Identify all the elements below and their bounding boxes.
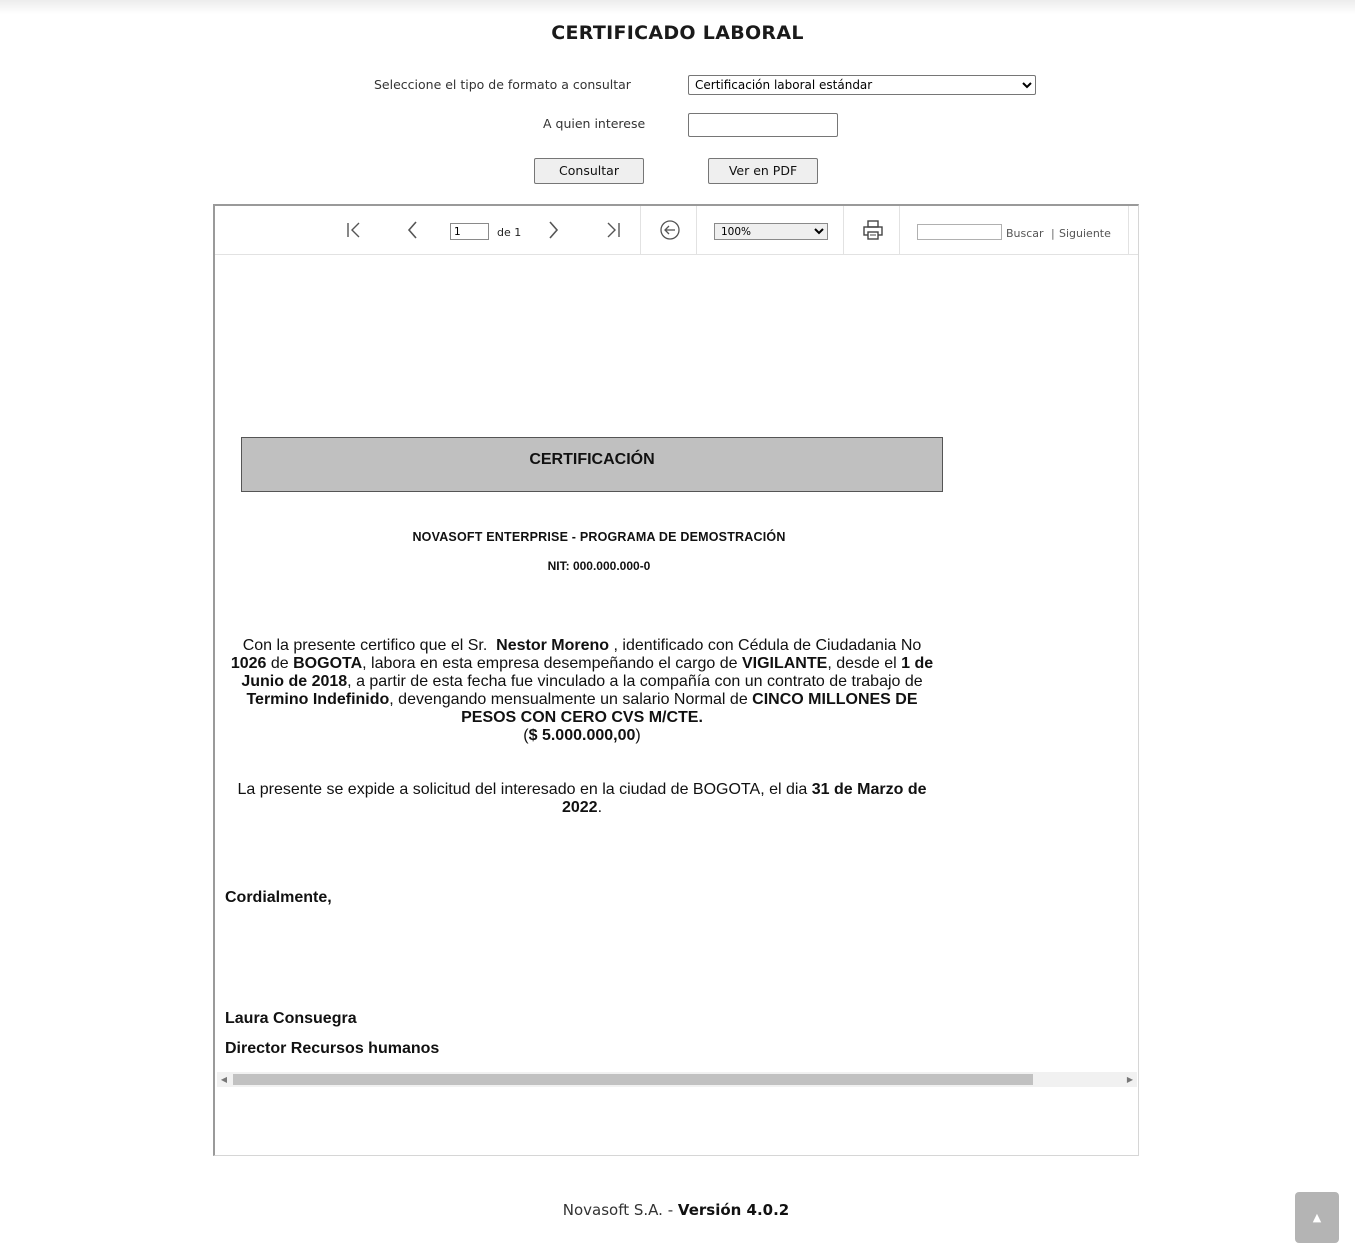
toolbar-separator [640, 206, 641, 254]
zoom-select[interactable] [714, 223, 828, 240]
contract-type: Termino Indefinido [246, 691, 390, 708]
next-page-icon[interactable] [541, 218, 565, 242]
paragraph-text: , labora en esta empresa desempeñando el cargo de [362, 655, 738, 672]
page-title: CERTIFICADO LABORAL [551, 22, 804, 44]
signer-name: Laura Consuegra [225, 1010, 357, 1027]
paragraph-text: La presente se expide a solicitud del interesado en la ciudad de BOGOTA, el dia [237, 781, 808, 798]
salary-number: $ 5.000.000,00 [528, 727, 636, 744]
paragraph-text: , devengando mensualmente un salario Normal de [389, 691, 748, 708]
toolbar-separator [843, 206, 844, 254]
horizontal-scrollbar[interactable] [217, 1072, 1137, 1087]
salary-words: CINCO MILLONES DE PESOS CON CERO CVS M/CTE. [461, 691, 918, 726]
toolbar-separator [696, 206, 697, 254]
find-next-link[interactable]: Siguiente [1059, 227, 1111, 240]
signer-role: Director Recursos humanos [225, 1040, 440, 1057]
viewer-toolbar [215, 206, 1138, 255]
company-name: NOVASOFT ENTERPRISE - PROGRAMA DE DEMOSTRACIÓN [412, 530, 786, 544]
back-to-parent-icon[interactable] [658, 218, 682, 242]
ver-pdf-button[interactable]: Ver en PDF [708, 158, 818, 184]
certification-paragraph: Con la presente certifico que el Sr. Nestor Moreno , identificado con Cédula de Ciudadania No 1026 de BOGOTA, labora en esta empresa desempeñando el cargo de VIGILANTE, desde el 1 de Junio de 2018, a partir de esta fecha fue vinculado a la compañía con un contrato de trabajo de Termino Indefinido, devengando mensualmente un salario Normal de CINCO MILLONES DE PESOS CON CERO CVS M/CTE. ($ 5.000.000,00) [230, 637, 934, 744]
certification-header-box [241, 437, 943, 492]
quien-interese-input[interactable] [688, 113, 838, 137]
issue-date: 31 de Marzo de 2022 [561, 781, 927, 816]
scroll-left-icon[interactable]: ◀ [220, 1075, 228, 1084]
top-shadow [0, 0, 1355, 14]
format-label: Seleccione el tipo de formato a consultar [374, 77, 631, 92]
id-number: 1026 [230, 655, 267, 672]
page-number-input[interactable] [450, 223, 489, 240]
start-date: 1 de Junio de 2018 [241, 655, 934, 690]
report-content [215, 255, 1138, 1071]
paragraph-text: , identificado con Cédula de Ciudadania No [613, 637, 922, 654]
format-select[interactable] [688, 75, 1036, 95]
issue-paragraph: La presente se expide a solicitud del interesado en la ciudad de BOGOTA, el dia 31 de Marzo de 2022. [237, 781, 927, 816]
toolbar-separator [1128, 206, 1129, 254]
paragraph-text: , desde el [827, 655, 897, 672]
footer-company: Novasoft S.A. - [562, 1201, 674, 1219]
footer [0, 1201, 1352, 1219]
toolbar-separator [899, 206, 900, 254]
company-nit: NIT: 000.000.000-0 [547, 559, 651, 573]
scroll-to-top-button[interactable] [1295, 1192, 1339, 1243]
paragraph-text: , a partir de esta fecha fue vinculado a la compañía con un contrato de trabajo de [347, 673, 923, 690]
certification-title: CERTIFICACIÓN [529, 451, 655, 468]
id-city: BOGOTA [293, 655, 363, 672]
first-page-icon[interactable] [342, 218, 366, 242]
find-input[interactable] [917, 224, 1002, 240]
footer-version: Versión 4.0.2 [677, 1201, 790, 1219]
paragraph-text: de [270, 655, 289, 672]
find-link[interactable]: Buscar [1006, 227, 1044, 240]
paragraph-text: Con la presente certifico que el Sr. [242, 637, 488, 654]
job-position: VIGILANTE [741, 655, 828, 672]
scrollbar-thumb[interactable] [233, 1074, 1033, 1085]
chevron-up-icon: ▲ [1312, 1211, 1322, 1224]
employee-name: Nestor Moreno [496, 637, 610, 654]
last-page-icon[interactable] [601, 218, 625, 242]
closing-text: Cordialmente, [225, 889, 332, 906]
print-icon[interactable] [861, 218, 885, 242]
consultar-button[interactable]: Consultar [534, 158, 644, 184]
page-count: de 1 [497, 226, 522, 239]
previous-page-icon[interactable] [401, 218, 425, 242]
quien-interese-label: A quien interese [543, 116, 646, 131]
report-viewer [213, 204, 1139, 1156]
find-separator: | [1051, 227, 1055, 240]
scroll-right-icon[interactable]: ▶ [1126, 1075, 1134, 1084]
